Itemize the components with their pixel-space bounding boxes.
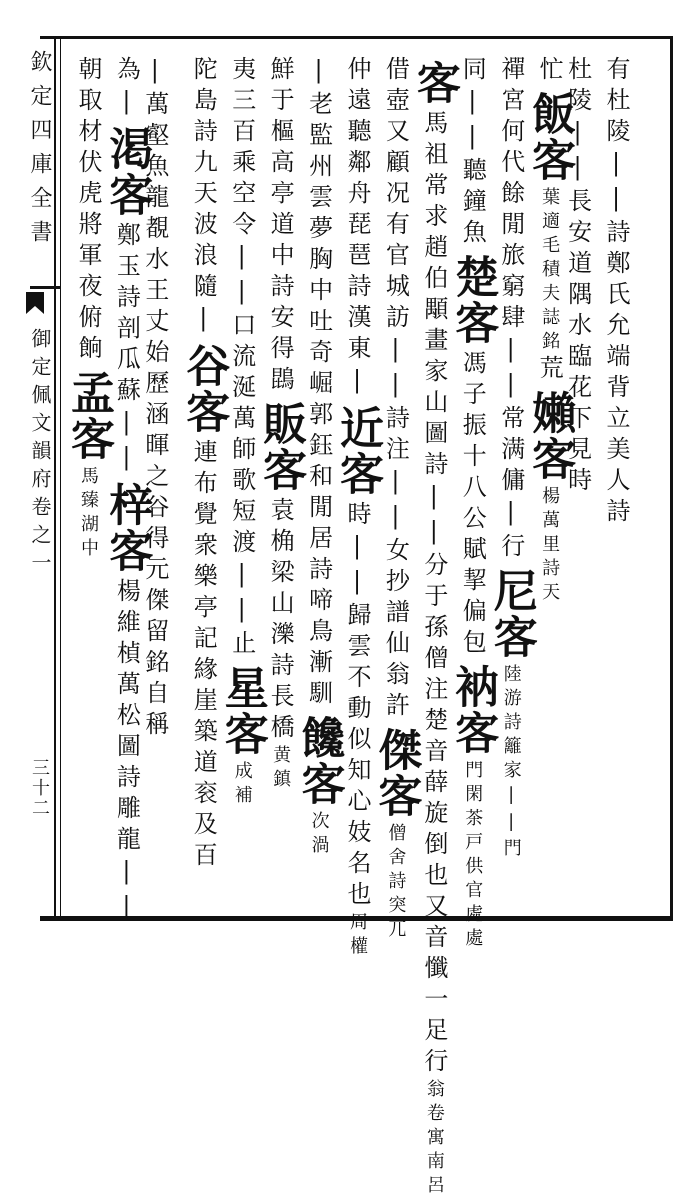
annotation-text: 楊萬里詩天 [539,486,561,606]
headword: 傑客 [370,727,422,819]
text-run: 借壺又顧况有官城訪||詩注||女 [381,56,410,568]
book-title: 欽定四庫全書 [27,50,52,254]
text-run: 傭|行 [496,467,525,564]
annotation-text: 周權 [347,912,368,960]
text-run: 于孫僧注楚音薛旋倒也又音懺一足行 [419,583,448,1079]
text-run: 鄭玉詩剖瓜蘇|| [112,222,141,478]
text-run: 夷三百乘空令||口流涎 [227,56,256,405]
text-run: 時||歸雲不動似知心 [343,501,371,819]
gutter-line-left [54,36,56,921]
headword: 梓客 [101,482,153,574]
text-run: 抄譜仙翁許 [381,568,410,723]
gutter-separator [30,286,60,289]
gutter-line-right [60,36,61,921]
annotation-text: 陸游詩籬家||門 [500,664,522,862]
headword: 飯客 [524,91,576,183]
text-run: 旅窮肆||常满 [496,242,525,467]
annotation-text: 門閑茶戸供官處處 [462,760,484,952]
headword: 饞客 [293,715,345,807]
text-run: |老監州雲夢胸中吐奇崛 [304,56,333,401]
annotation-text: 成補 [231,761,253,809]
headword: 販客 [255,401,307,493]
text-run: 禪宮何代餘閒 [496,56,525,242]
chapter-title: 御定佩文韻府卷之一 [28,328,52,580]
page-number: 三十二 [29,758,50,818]
text-run: 同||聽鐘魚 [458,56,487,250]
text-column [447,56,499,952]
text-run: 有杜陵||詩鄭氏允端背立美人詩 [602,56,630,529]
text-run: |萬壑魚龍覩水王 [140,56,169,308]
annotation-text: 僧舍詩突兀 [385,823,407,943]
text-run: 馮子振十八公賦挈偏包 [458,350,487,660]
text-column [255,56,307,916]
text-run: 忙 [535,56,564,87]
text-run: 荒 [535,355,564,386]
text-run: 朝取材伏虎將軍夜俯餉 [74,56,102,366]
headword: 楚客 [447,254,499,346]
text-column [216,56,268,916]
text-run: 郭鈺和閒居詩啼鳥漸馴 [304,401,333,711]
annotation-text: 葉適毛積夫誌銘 [539,187,561,355]
text-run: 袁桷梁山濼詩長橋 [266,497,295,745]
text-run: 杜陵||長安道隅水臨花下見時 [563,56,592,498]
text-run: 仲遠聽鄰舟琵琶詩漢東| [343,56,371,401]
headword: 衲客 [447,664,499,756]
text-column [178,56,230,916]
text-run: 馬祖常求趙伯顒畫家山圖詩||分 [419,110,448,583]
fish-tail-mark [26,292,44,306]
text-column [101,56,153,927]
text-run: 萬師歌短渡||止 [227,405,256,661]
annotation-text: 次渦 [308,811,330,859]
headword: 渇客 [101,126,153,218]
headword: 尼客 [485,568,537,660]
text-column [604,56,628,916]
text-run: 為| [112,56,141,122]
text-run: 丈始歷涵暉之谷得元傑留銘自稱 [140,308,169,742]
headword: 嬾客 [524,390,576,482]
headword: 近客 [332,405,383,497]
annotation-text: 黄鎮 [270,745,292,793]
text-run: 妓名也 [343,819,371,912]
headword: 客 [408,60,460,106]
text-run: 陀島詩九天波浪隨| [189,56,218,339]
text-column [63,56,114,916]
text-column [524,56,576,916]
annotation-text: 翁卷寓南呂 [423,1079,445,1199]
text-run: 楊維楨萬松圖詩雕龍|| [112,578,141,927]
text-run: 鮮于樞高亭道中詩安得鵾 [266,56,295,397]
text-run: 連布覺衆樂亭記緣崖築道衮及百 [189,439,218,873]
headword: 孟客 [63,370,114,462]
text-column [485,56,537,916]
headword: 谷客 [178,343,230,435]
top-border [40,36,672,39]
headword: 星客 [216,665,268,757]
annotation-text: 馬臻湖中 [78,466,99,562]
right-border [670,36,673,921]
